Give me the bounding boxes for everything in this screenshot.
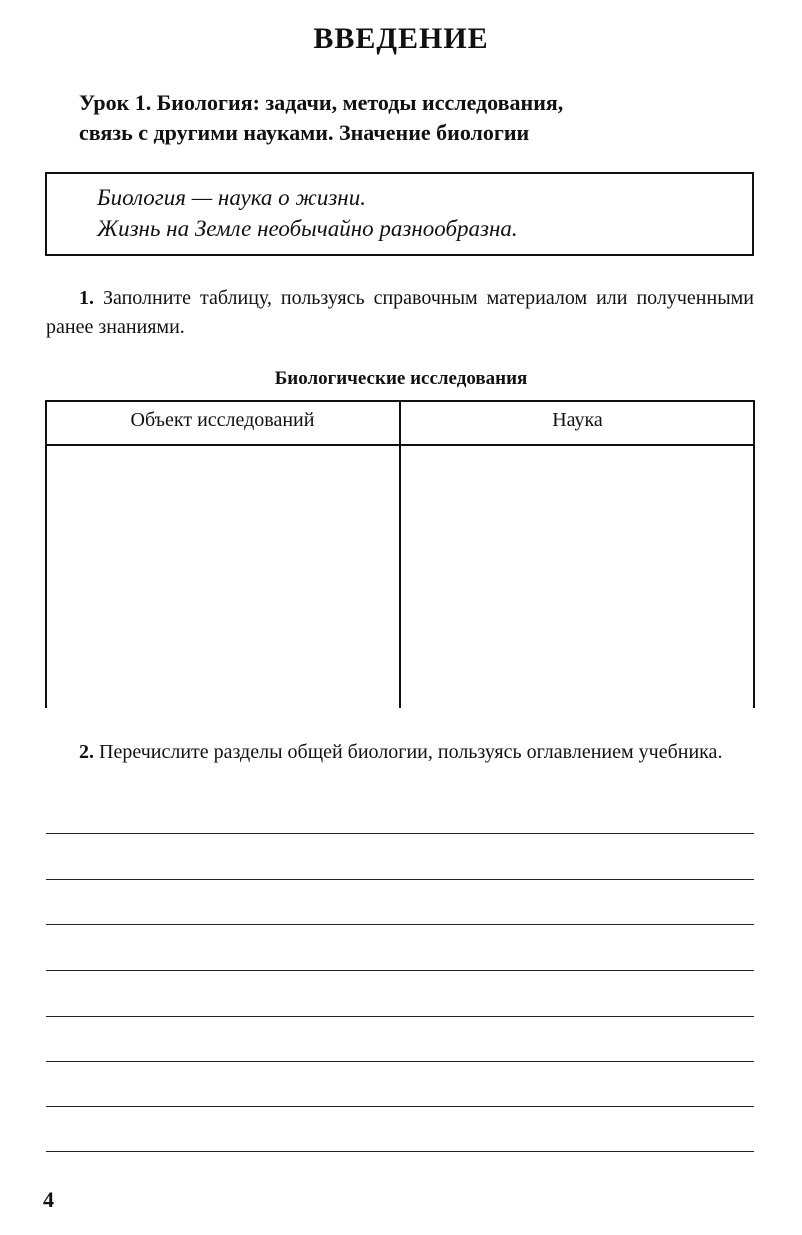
- table-header-science: Наука: [552, 409, 603, 431]
- task-1-text: Заполните таблицу, пользуясь справочным материалом или полученными ранее знаниями.: [46, 287, 755, 338]
- definition-line-1: Биология — наука о жизни.: [97, 185, 366, 210]
- page-number: 4: [43, 1187, 54, 1212]
- answer-line[interactable]: [46, 924, 754, 925]
- answer-line[interactable]: [46, 1016, 754, 1017]
- task-1-number: 1.: [79, 287, 94, 309]
- answer-line[interactable]: [46, 970, 754, 971]
- table-cell-science-answer[interactable]: [401, 446, 753, 708]
- answer-line[interactable]: [46, 1106, 754, 1107]
- answer-line[interactable]: [46, 1061, 754, 1062]
- answer-line[interactable]: [46, 879, 754, 880]
- lesson-title-line-1: Урок 1. Биология: задачи, методы исследования,: [79, 90, 564, 115]
- task-2-text: Перечислите разделы общей биологии, пользуясь оглавлением учебника.: [99, 741, 723, 763]
- definition-line-2: Жизнь на Земле необычайно разнообразна.: [97, 216, 518, 241]
- lesson-title-line-2: связь с другими науками. Значение биологии: [79, 120, 530, 145]
- page-title: ВВЕДЕНИЕ: [313, 22, 489, 55]
- task-2-number: 2.: [79, 741, 94, 763]
- table-cell-object-answer[interactable]: [47, 446, 399, 708]
- answer-line[interactable]: [46, 1151, 754, 1152]
- task-2: [46, 738, 754, 767]
- answer-line[interactable]: [46, 833, 754, 834]
- task-1: [46, 284, 754, 342]
- table-border-right: [753, 400, 755, 708]
- definition-box: [45, 172, 754, 256]
- table-header-object: Объект исследований: [130, 409, 315, 431]
- lesson-title: [79, 88, 739, 148]
- research-table: [45, 400, 755, 708]
- table-caption: Биологические исследования: [274, 368, 528, 389]
